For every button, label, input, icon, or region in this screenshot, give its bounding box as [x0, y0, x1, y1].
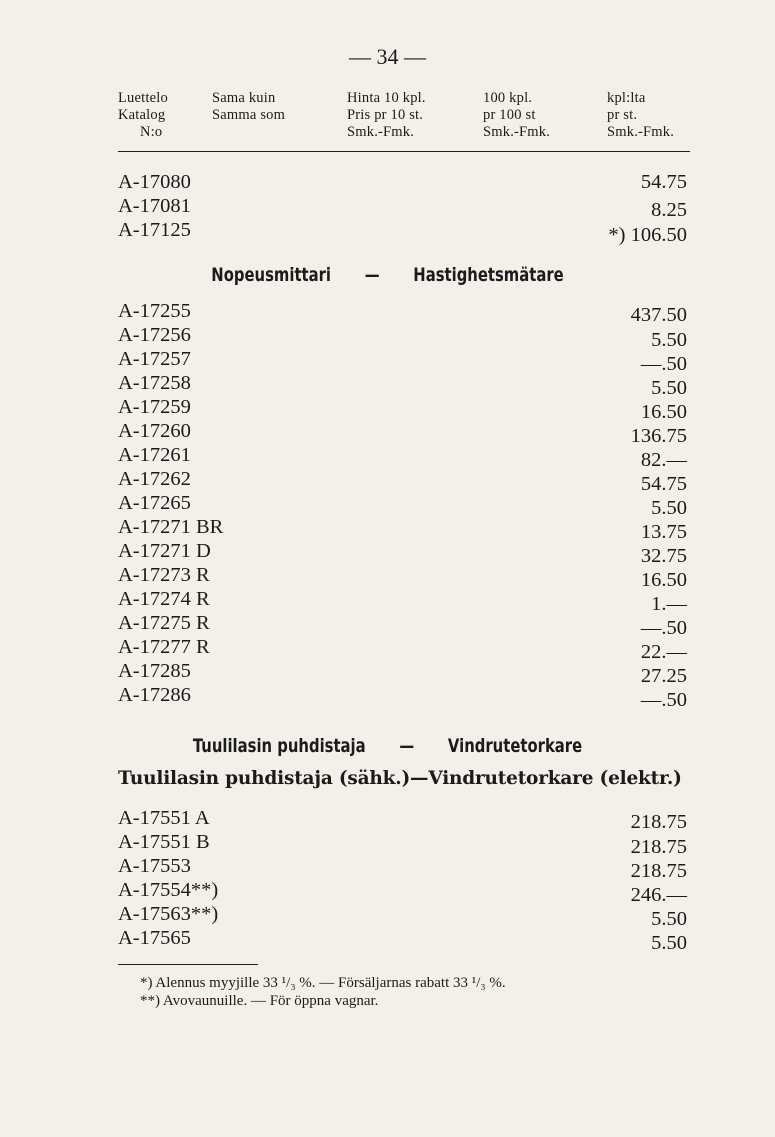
catalog-number: A-17563**) — [118, 903, 219, 925]
unit-price: 5.50 — [651, 497, 687, 519]
catalog-number: A-17286 — [118, 684, 191, 706]
unit-price: 16.50 — [640, 569, 687, 591]
header-label: Sama kuin — [212, 90, 276, 106]
table-row — [118, 683, 687, 711]
table-row — [118, 635, 687, 663]
header-label: Samma som — [212, 107, 286, 123]
header-label: Smk.-Fmk. — [483, 124, 551, 140]
catalog-number: A-17285 — [118, 660, 191, 682]
header-label: Katalog — [118, 107, 166, 123]
footnote-open-cars: **) Avovaunuille. — För öppna vagnar. — [140, 993, 379, 1009]
table-row — [118, 515, 687, 543]
table-row — [118, 926, 687, 954]
table-row — [118, 854, 687, 882]
header-label: N:o — [140, 124, 163, 140]
section-heading-separator: — — [399, 735, 415, 757]
catalog-number: A-17257 — [118, 348, 191, 370]
table-row — [118, 467, 687, 495]
unit-price: 22.— — [640, 641, 687, 663]
catalog-number: A-17277 R — [118, 636, 210, 658]
table-row — [118, 194, 687, 221]
unit-price: 218.75 — [630, 836, 687, 858]
footnote-discount: *) Alennus myyjille 33 ¹/₃ %. — Försäljarnas rabatt 33 ¹/₃ %. — [140, 975, 506, 991]
table-row — [118, 347, 687, 375]
unit-price: 16.50 — [640, 401, 687, 423]
catalog-number: A-17273 R — [118, 564, 210, 586]
unit-price: 82.— — [640, 449, 687, 471]
catalog-number: A-17551 A — [118, 807, 210, 829]
catalog-number: A-17258 — [118, 372, 191, 394]
unit-price: 1.— — [651, 593, 687, 615]
unit-price: 5.50 — [651, 932, 687, 954]
header-same-as — [212, 90, 285, 124]
table-row — [118, 299, 687, 326]
unit-price: 5.50 — [651, 329, 687, 351]
footnote-divider — [118, 964, 258, 965]
section-heading-speedometer — [85, 264, 690, 286]
catalog-number: A-17259 — [118, 396, 191, 418]
unit-price: 5.50 — [651, 377, 687, 399]
header-price-10 — [347, 90, 426, 141]
unit-price: 246.— — [630, 884, 687, 906]
table-row — [118, 563, 687, 591]
catalog-number: A-17551 B — [118, 831, 210, 853]
catalog-number: A-17265 — [118, 492, 191, 514]
header-label: 100 kpl. — [483, 90, 533, 106]
table-row — [118, 443, 687, 471]
catalog-number: A-17256 — [118, 324, 191, 346]
table-row — [118, 491, 687, 519]
table-row — [118, 830, 687, 858]
unit-price: 54.75 — [640, 473, 687, 495]
unit-price: 437.50 — [630, 304, 687, 326]
section-heading-wiper — [85, 735, 690, 757]
unit-price: 27.25 — [640, 665, 687, 687]
section-heading-sv: Vindrutetorkare — [447, 735, 583, 757]
table-row — [118, 395, 687, 423]
table-row — [118, 587, 687, 615]
catalog-number: A-17274 R — [118, 588, 210, 610]
table-row — [118, 539, 687, 567]
unit-price: —.50 — [640, 617, 687, 639]
section-heading-separator: — — [364, 264, 380, 286]
header-label: Smk.-Fmk. — [347, 124, 415, 140]
table-row — [118, 878, 687, 906]
header-divider — [118, 151, 690, 152]
header-label: Pris pr 10 st. — [347, 107, 424, 123]
table-row — [118, 902, 687, 930]
catalog-number: A-17553 — [118, 855, 191, 877]
header-label: Smk.-Fmk. — [607, 124, 675, 140]
table-row — [118, 806, 687, 833]
header-label: Luettelo — [118, 90, 168, 106]
header-price-100 — [483, 90, 550, 141]
catalog-number: A-17275 R — [118, 612, 210, 634]
table-row — [118, 323, 687, 351]
catalog-number: A-17081 — [118, 195, 191, 217]
header-label: pr 100 st — [483, 107, 536, 123]
unit-price: —.50 — [640, 353, 687, 375]
unit-price: 136.75 — [630, 425, 687, 447]
header-label: kpl:lta — [607, 90, 646, 106]
table-row — [118, 218, 687, 246]
header-price-each — [607, 90, 674, 141]
unit-price: 13.75 — [640, 521, 687, 543]
unit-price: —.50 — [640, 689, 687, 711]
catalog-number: A-17255 — [118, 300, 191, 322]
section-heading-fi: Tuulilasin puhdistaja — [192, 735, 366, 757]
table-row — [118, 659, 687, 687]
header-label: pr st. — [607, 107, 638, 123]
table-row — [118, 419, 687, 447]
catalog-number: A-17125 — [118, 219, 191, 241]
section-heading-fi: Nopeusmittari — [211, 264, 332, 286]
catalog-number: A-17262 — [118, 468, 191, 490]
catalog-number: A-17271 BR — [118, 516, 224, 538]
page-number: — 34 — — [349, 44, 426, 69]
catalog-number: A-17261 — [118, 444, 191, 466]
unit-price: 5.50 — [651, 908, 687, 930]
section-subheading-electric: Tuulilasin puhdistaja (sähk.)—Vindrutetorkare (elektr.) — [118, 768, 682, 789]
header-label: Hinta 10 kpl. — [347, 90, 426, 106]
catalog-number: A-17271 D — [118, 540, 211, 562]
unit-price: 54.75 — [640, 171, 687, 193]
header-catalog-number — [118, 90, 168, 141]
table-row — [118, 371, 687, 399]
table-row — [118, 611, 687, 639]
catalog-number: A-17554**) — [118, 879, 219, 901]
catalog-number: A-17080 — [118, 171, 191, 193]
unit-price: *) 106.50 — [608, 224, 687, 246]
unit-price: 218.75 — [630, 860, 687, 882]
unit-price: 32.75 — [640, 545, 687, 567]
table-row — [118, 170, 687, 194]
unit-price: 218.75 — [630, 811, 687, 833]
catalog-number: A-17260 — [118, 420, 191, 442]
catalog-number: A-17565 — [118, 927, 191, 949]
section-heading-sv: Hastighetsmätare — [413, 264, 564, 286]
unit-price: 8.25 — [651, 199, 687, 221]
